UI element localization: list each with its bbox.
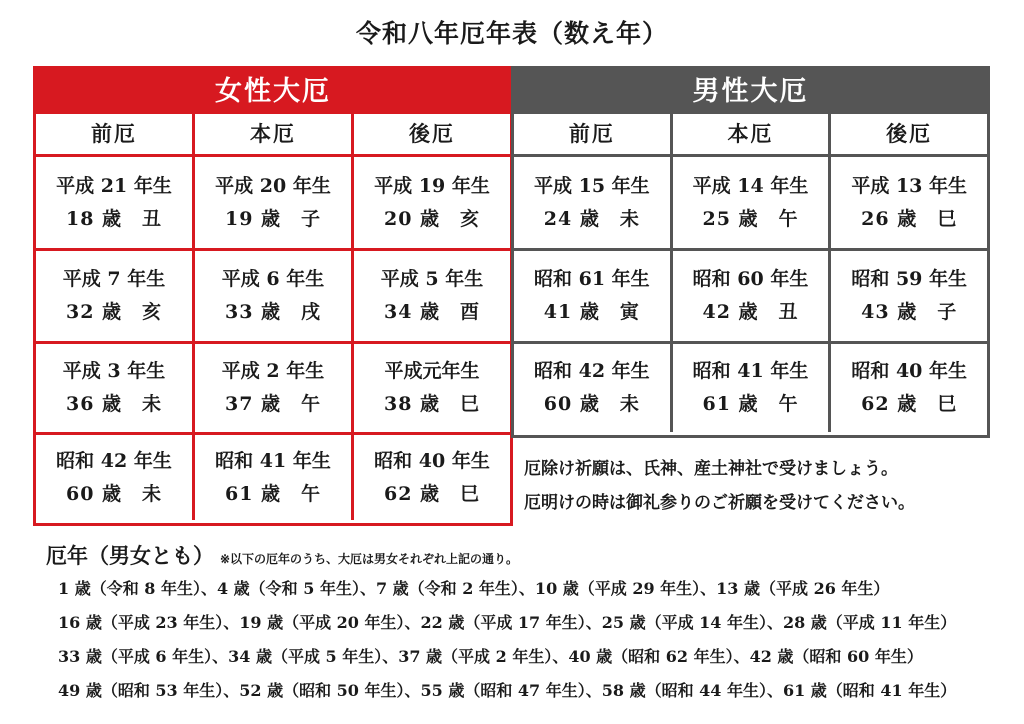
table-row <box>514 157 987 248</box>
table-cell <box>351 435 510 520</box>
age-zodiac: 25 歳 午 <box>702 207 799 230</box>
age-zodiac: 62 歳 巳 <box>383 482 481 505</box>
table-cell <box>192 251 351 341</box>
table-cell <box>36 251 192 341</box>
table-cell <box>670 251 829 341</box>
table-cell <box>351 344 510 432</box>
birth-year: 昭和 40 年生 <box>851 360 968 382</box>
table-cell <box>192 344 351 432</box>
birth-year: 平成 6 年生 <box>221 268 325 290</box>
list-item: 16 歳（平成 23 年生）、19 歳（平成 20 年生）、22 歳（平成 17 年生）、25 歳（平成 14 年生）、28 歳（平成 11 年生） <box>58 613 957 632</box>
note-line: 厄除け祈願は、氏神、産土神社で受けましょう。 <box>524 459 898 479</box>
age-zodiac: 62 歳 巳 <box>861 393 958 415</box>
female-yakudoshi-table <box>33 66 513 526</box>
table-cell <box>828 157 987 248</box>
age-zodiac: 34 歳 酉 <box>383 301 481 323</box>
table-cell <box>351 157 510 248</box>
age-zodiac: 19 歳 子 <box>224 207 322 230</box>
age-zodiac: 43 歳 子 <box>861 301 958 323</box>
birth-year: 平成 14 年生 <box>692 174 809 197</box>
general-yakudoshi-title: 厄年（男女とも） <box>46 543 214 568</box>
table-row <box>36 157 510 248</box>
birth-year: 平成 15 年生 <box>534 174 650 197</box>
table-cell <box>351 251 510 341</box>
age-zodiac: 24 歳 未 <box>543 207 640 230</box>
age-zodiac: 60 歳 未 <box>543 393 640 415</box>
birth-year: 平成 20 年生 <box>215 174 331 197</box>
birth-year: 昭和 59 年生 <box>851 268 968 290</box>
birth-year: 昭和 42 年生 <box>56 449 172 472</box>
general-yakudoshi-list <box>58 572 1008 708</box>
column-header-honyaku: 本厄 <box>192 114 351 154</box>
column-header-atoyaku: 後厄 <box>351 114 510 154</box>
age-zodiac: 37 歳 午 <box>224 393 322 415</box>
birth-year: 平成 3 年生 <box>62 360 166 382</box>
age-zodiac: 32 歳 亥 <box>65 301 163 323</box>
table-cell <box>36 157 192 248</box>
age-zodiac: 41 歳 寅 <box>543 301 640 323</box>
birth-year: 昭和 41 年生 <box>692 360 809 382</box>
male-table-header: 男性大厄 <box>514 69 987 114</box>
table-cell <box>514 251 670 341</box>
age-zodiac: 33 歳 戌 <box>224 301 322 323</box>
table-row <box>36 248 510 341</box>
table-cell <box>514 157 670 248</box>
column-header-honyaku: 本厄 <box>670 114 829 154</box>
column-header-maeyaku: 前厄 <box>91 121 137 146</box>
table-cell <box>36 344 192 432</box>
age-zodiac: 38 歳 巳 <box>383 393 481 415</box>
birth-year: 昭和 61 年生 <box>534 268 650 290</box>
general-yakudoshi-heading <box>46 540 518 570</box>
female-column-headers <box>36 114 510 157</box>
table-cell <box>828 344 987 432</box>
male-yakudoshi-table <box>511 66 990 438</box>
birth-year: 平成 5 年生 <box>380 268 484 290</box>
birth-year: 平成元年生 <box>384 360 480 382</box>
birth-year: 昭和 41 年生 <box>215 449 331 472</box>
table-cell <box>192 157 351 248</box>
table-cell <box>670 157 829 248</box>
table-row <box>514 248 987 341</box>
list-item: 33 歳（平成 6 年生）、34 歳（平成 5 年生）、37 歳（平成 2 年生）、40 歳（昭和 62 年生）、42 歳（昭和 60 年生） <box>58 647 923 666</box>
table-cell <box>514 344 670 432</box>
birth-year: 昭和 40 年生 <box>374 449 490 472</box>
age-zodiac: 36 歳 未 <box>65 393 163 415</box>
age-zodiac: 61 歳 午 <box>702 393 799 415</box>
female-table-header: 女性大厄 <box>36 69 510 114</box>
table-row <box>36 341 510 432</box>
age-zodiac: 61 歳 午 <box>224 482 322 505</box>
table-row <box>514 341 987 432</box>
age-zodiac: 20 歳 亥 <box>383 207 481 230</box>
table-cell <box>36 435 192 520</box>
birth-year: 平成 2 年生 <box>221 360 325 382</box>
birth-year: 平成 21 年生 <box>56 174 172 197</box>
age-zodiac: 26 歳 巳 <box>861 207 958 230</box>
note-line: 厄明けの時は御礼参りのご祈願を受けてください。 <box>524 493 915 513</box>
birth-year: 平成 7 年生 <box>62 268 166 290</box>
list-item: 1 歳（令和 8 年生）、4 歳（令和 5 年生）、7 歳（令和 2 年生）、10 歳（平成 29 年生）、13 歳（平成 26 年生） <box>58 579 890 598</box>
age-zodiac: 60 歳 未 <box>65 482 163 505</box>
birth-year: 平成 19 年生 <box>374 174 490 197</box>
age-zodiac: 42 歳 丑 <box>702 301 799 323</box>
table-cell <box>828 251 987 341</box>
age-zodiac: 18 歳 丑 <box>65 207 163 230</box>
table-row <box>36 432 510 520</box>
male-column-headers <box>514 114 987 157</box>
table-cell <box>192 435 351 520</box>
general-yakudoshi-note: ※以下の厄年のうち、大厄は男女それぞれ上記の通り。 <box>220 552 519 566</box>
birth-year: 昭和 42 年生 <box>534 360 650 382</box>
page-title: 令和八年厄年表（数え年） <box>355 19 668 48</box>
prayer-notes <box>524 452 994 520</box>
birth-year: 昭和 60 年生 <box>692 268 809 290</box>
column-header-atoyaku: 後厄 <box>828 114 987 154</box>
birth-year: 平成 13 年生 <box>851 174 968 197</box>
table-cell <box>670 344 829 432</box>
column-header-maeyaku: 前厄 <box>568 121 615 146</box>
list-item: 49 歳（昭和 53 年生）、52 歳（昭和 50 年生）、55 歳（昭和 47 年生）、58 歳（昭和 44 年生）、61 歳（昭和 41 年生） <box>58 681 957 700</box>
